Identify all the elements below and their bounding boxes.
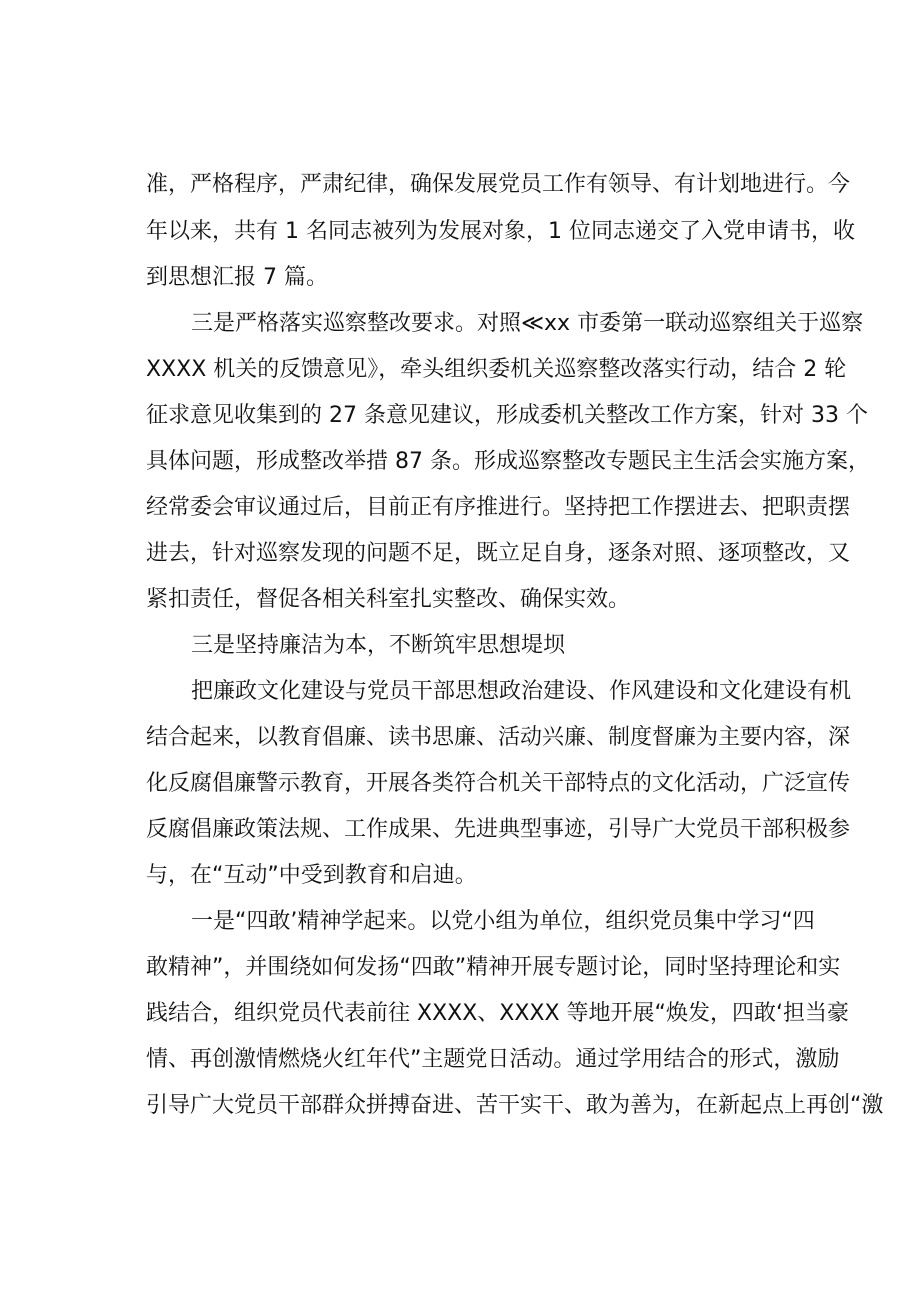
text-line: 进去，针对巡察发现的问题不足，既立足自身，逐条对照、逐项整改，又: [146, 541, 851, 566]
section-heading: 三是坚持廉洁为本，不断筑牢思想堤坝: [191, 633, 566, 658]
text-line: 与，在“互动”中受到教育和启迪。: [146, 863, 477, 888]
text-line: 三是严格落实巡察整改要求。对照≪xx 市委第一联动巡察组关于巡察: [191, 311, 864, 336]
text-line: 到思想汇报 7 篇。: [146, 265, 328, 290]
text-line: 践结合，组织党员代表前往 XXXX、XXXX 等地开展“焕发，四敢‘担当豪: [146, 1001, 849, 1026]
text-line: 结合起来，以教育倡廉、读书思廉、活动兴廉、制度督廉为主要内容，深: [146, 725, 851, 750]
text-line: 敢精神”，并围绕如何发扬“四敢”精神开展专题讨论，同时坚持理论和实: [146, 955, 841, 980]
text-line: 具体问题，形成整改举措 87 条。形成巡察整改专题民主生活会实施方案，: [146, 449, 870, 474]
text-line: 化反腐倡廉警示教育，开展各类符合机关干部特点的文化活动，广泛宣传: [146, 771, 851, 796]
text-line: 反腐倡廉政策法规、工作成果、先进典型事迹，引导广大党员干部积极参: [146, 817, 851, 842]
text-line: 一是“四敢’精神学起来。以党小组为单位，组织党员集中学习“四: [191, 909, 815, 934]
text-line: 紧扣责任，督促各相关科室扎实整改、确保实效。: [146, 587, 631, 612]
text-line: 年以来，共有 1 名同志被列为发展对象，1 位同志递交了入党申请书，收: [146, 219, 855, 244]
text-line: 把廉政文化建设与党员干部思想政治建设、作风建设和文化建设有机: [191, 679, 852, 704]
text-line: 经常委会审议通过后，目前正有序推进行。坚持把工作摆进去、把职责摆: [146, 495, 851, 520]
text-line: XXXX 机关的反馈意见》，牵头组织委机关巡察整改落实行动，结合 2 轮: [146, 357, 847, 382]
text-line: 准，严格程序，严肃纪律，确保发展党员工作有领导、有计划地进行。今: [146, 172, 851, 197]
text-line: 引导广大党员干部群众拼搏奋进、苦干实干、敢为善为，在新起点上再创“激: [146, 1093, 884, 1118]
text-line: 情、再创激情燃烧火红年代”主题党日活动。通过学用结合的形式，激励: [146, 1047, 840, 1072]
text-line: 征求意见收集到的 27 条意见建议，形成委机关整改工作方案，针对 33 个: [146, 403, 868, 428]
